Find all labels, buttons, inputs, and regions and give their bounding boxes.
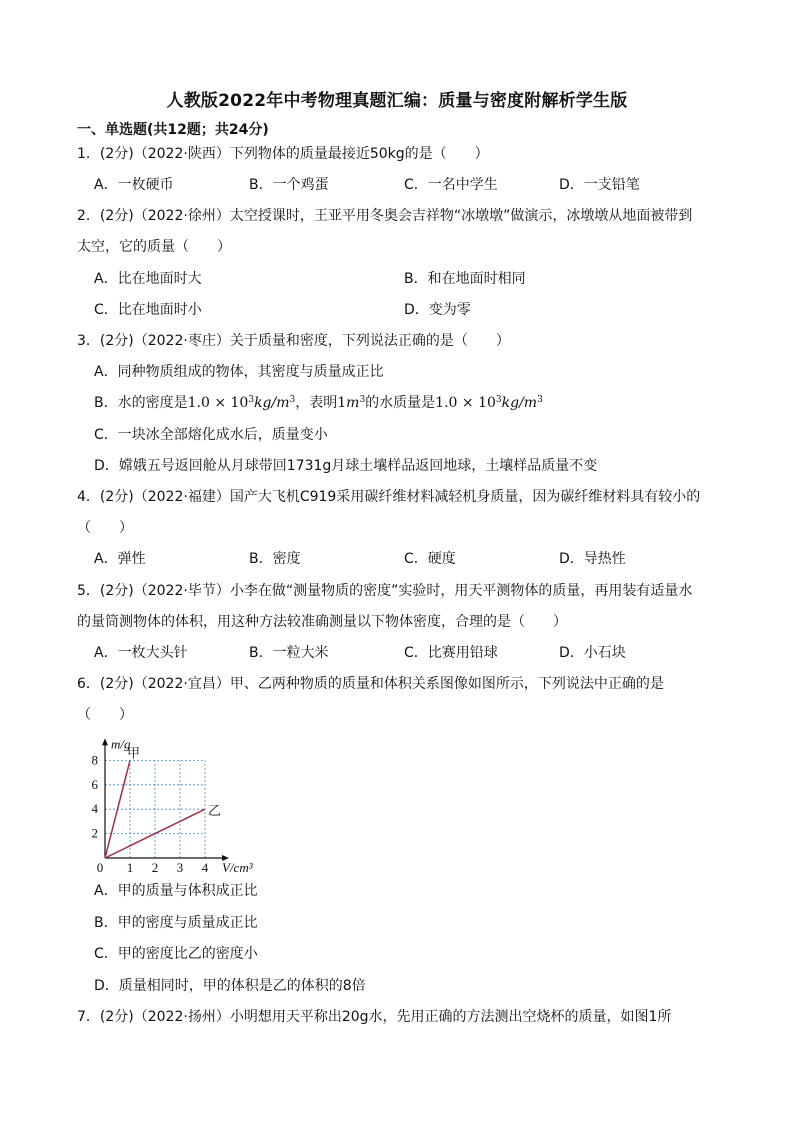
q3-option-a: A．同种物质组成的物体，其密度与质量成正比 [94, 364, 384, 380]
q1-option-b: B．一个鸡蛋 [249, 177, 329, 193]
q4-option-c: C．硬度 [404, 551, 456, 567]
series-label-1: 甲 [127, 745, 141, 761]
question-2-stem-cont: 太空，它的质量（ ） [77, 239, 231, 255]
x-tick-label: 0 [96, 860, 104, 875]
y-tick-label: 2 [91, 825, 98, 841]
y-axis-arrow [102, 738, 108, 745]
q3-option-c: C．一块冰全部熔化成水后，质量变小 [94, 427, 328, 443]
q6-option-b: B．甲的密度与质量成正比 [94, 915, 258, 931]
graph-axes [102, 738, 229, 861]
q3-option-b: B．水的密度是$1.0 \times 10^3kg/m^3$，表明$1m^3$的水质量是$1.0 \times 10^3kg/m^3$ [94, 395, 543, 411]
page-title: 人教版2022年中考物理真题汇编：质量与密度附解析学生版 [166, 91, 628, 111]
q2-option-a: A．比在地面时大 [94, 271, 202, 287]
y-axis-label: m/g [111, 736, 131, 752]
question-3-stem: 3．(2分)（2022·枣庄）关于质量和密度，下列说法正确的是（ ） [77, 333, 510, 349]
q4-option-a: A．弹性 [94, 551, 146, 567]
section-heading: 一、单选题(共12题；共24分) [77, 122, 269, 138]
question-6-stem-cont: （ ） [77, 707, 133, 723]
q1-option-c: C．一名中学生 [404, 177, 498, 193]
x-tick-label: 2 [151, 860, 159, 875]
q6-option-c: C．甲的密度比乙的密度小 [94, 946, 258, 962]
q4-option-b: B．密度 [249, 551, 301, 567]
y-tick-label: 6 [91, 776, 98, 792]
question-5-stem-cont: 的量筒测物体的体积，用这种方法较准确测量以下物体密度，合理的是（ ） [77, 614, 567, 630]
question-4-stem: 4．(2分)（2022·福建）国产大飞机C919采用碳纤维材料减轻机身质量，因为碳纤维材料具有较小的 [77, 489, 701, 505]
x-tick-label: 3 [176, 860, 184, 875]
question-5-stem: 5．(2分)（2022·毕节）小李在做“测量物质的密度”实验时，用天平测物体的质量，再用装有适量水 [77, 583, 693, 599]
series-label-2: 乙 [208, 803, 222, 819]
q5-option-d: D．小石块 [559, 645, 626, 661]
q2-option-b: B．和在地面时相同 [404, 271, 526, 287]
question-2-stem: 2．(2分)（2022·徐州）太空授课时，王亚平用冬奥会吉祥物“冰墩墩”做演示，冰墩墩从地面被带到 [77, 208, 693, 224]
q5-option-a: A．一枚大头针 [94, 645, 188, 661]
q1-option-d: D．一支铅笔 [559, 177, 640, 193]
mass-volume-graph [77, 730, 277, 878]
q3-option-d: D．嫦娥五号返回舱从月球带回1731g月球土壤样品返回地球，土壤样品质量不变 [94, 458, 598, 474]
graph-grid [105, 760, 205, 858]
question-6-stem: 6．(2分)（2022·宜昌）甲、乙两种物质的质量和体积关系图像如图所示，下列说法中正确的是 [77, 676, 664, 692]
mass-formula: $1.0 \times 10^3kg/m^3$ [435, 395, 543, 411]
x-tick-label: 4 [201, 860, 209, 875]
q2-option-c: C．比在地面时小 [94, 302, 202, 318]
question-1-stem: 1．(2分)（2022·陕西）下列物体的质量最接近50kg的是（ ） [77, 146, 489, 162]
q2-option-d: D．变为零 [404, 302, 471, 318]
q5-option-b: B．一粒大米 [249, 645, 329, 661]
graph-labels [92, 736, 254, 875]
volume-formula: $1m^3$ [337, 395, 366, 411]
q1-option-a: A．一枚硬币 [94, 177, 174, 193]
q6-option-d: D．质量相同时，甲的体积是乙的体积的8倍 [94, 978, 366, 994]
q5-option-c: C．比赛用铅球 [404, 645, 498, 661]
q6-option-a: A．甲的质量与体积成正比 [94, 883, 258, 899]
question-4-stem-cont: （ ） [77, 520, 133, 536]
question-7-stem: 7．(2分)（2022·扬州）小明想用天平称出20g水，先用正确的方法测出空烧杯的质量，如图1所 [77, 1009, 672, 1025]
density-formula: $1.0 \times 10^3kg/m^3$ [187, 395, 296, 411]
y-tick-label: 8 [91, 752, 98, 768]
x-tick-label: 1 [126, 860, 134, 875]
q3-option-b-label: B．水的密度是 [94, 395, 188, 411]
y-tick-label: 4 [91, 801, 98, 817]
q4-option-d: D．导热性 [559, 551, 626, 567]
x-axis-label: V/cm³ [222, 860, 253, 875]
